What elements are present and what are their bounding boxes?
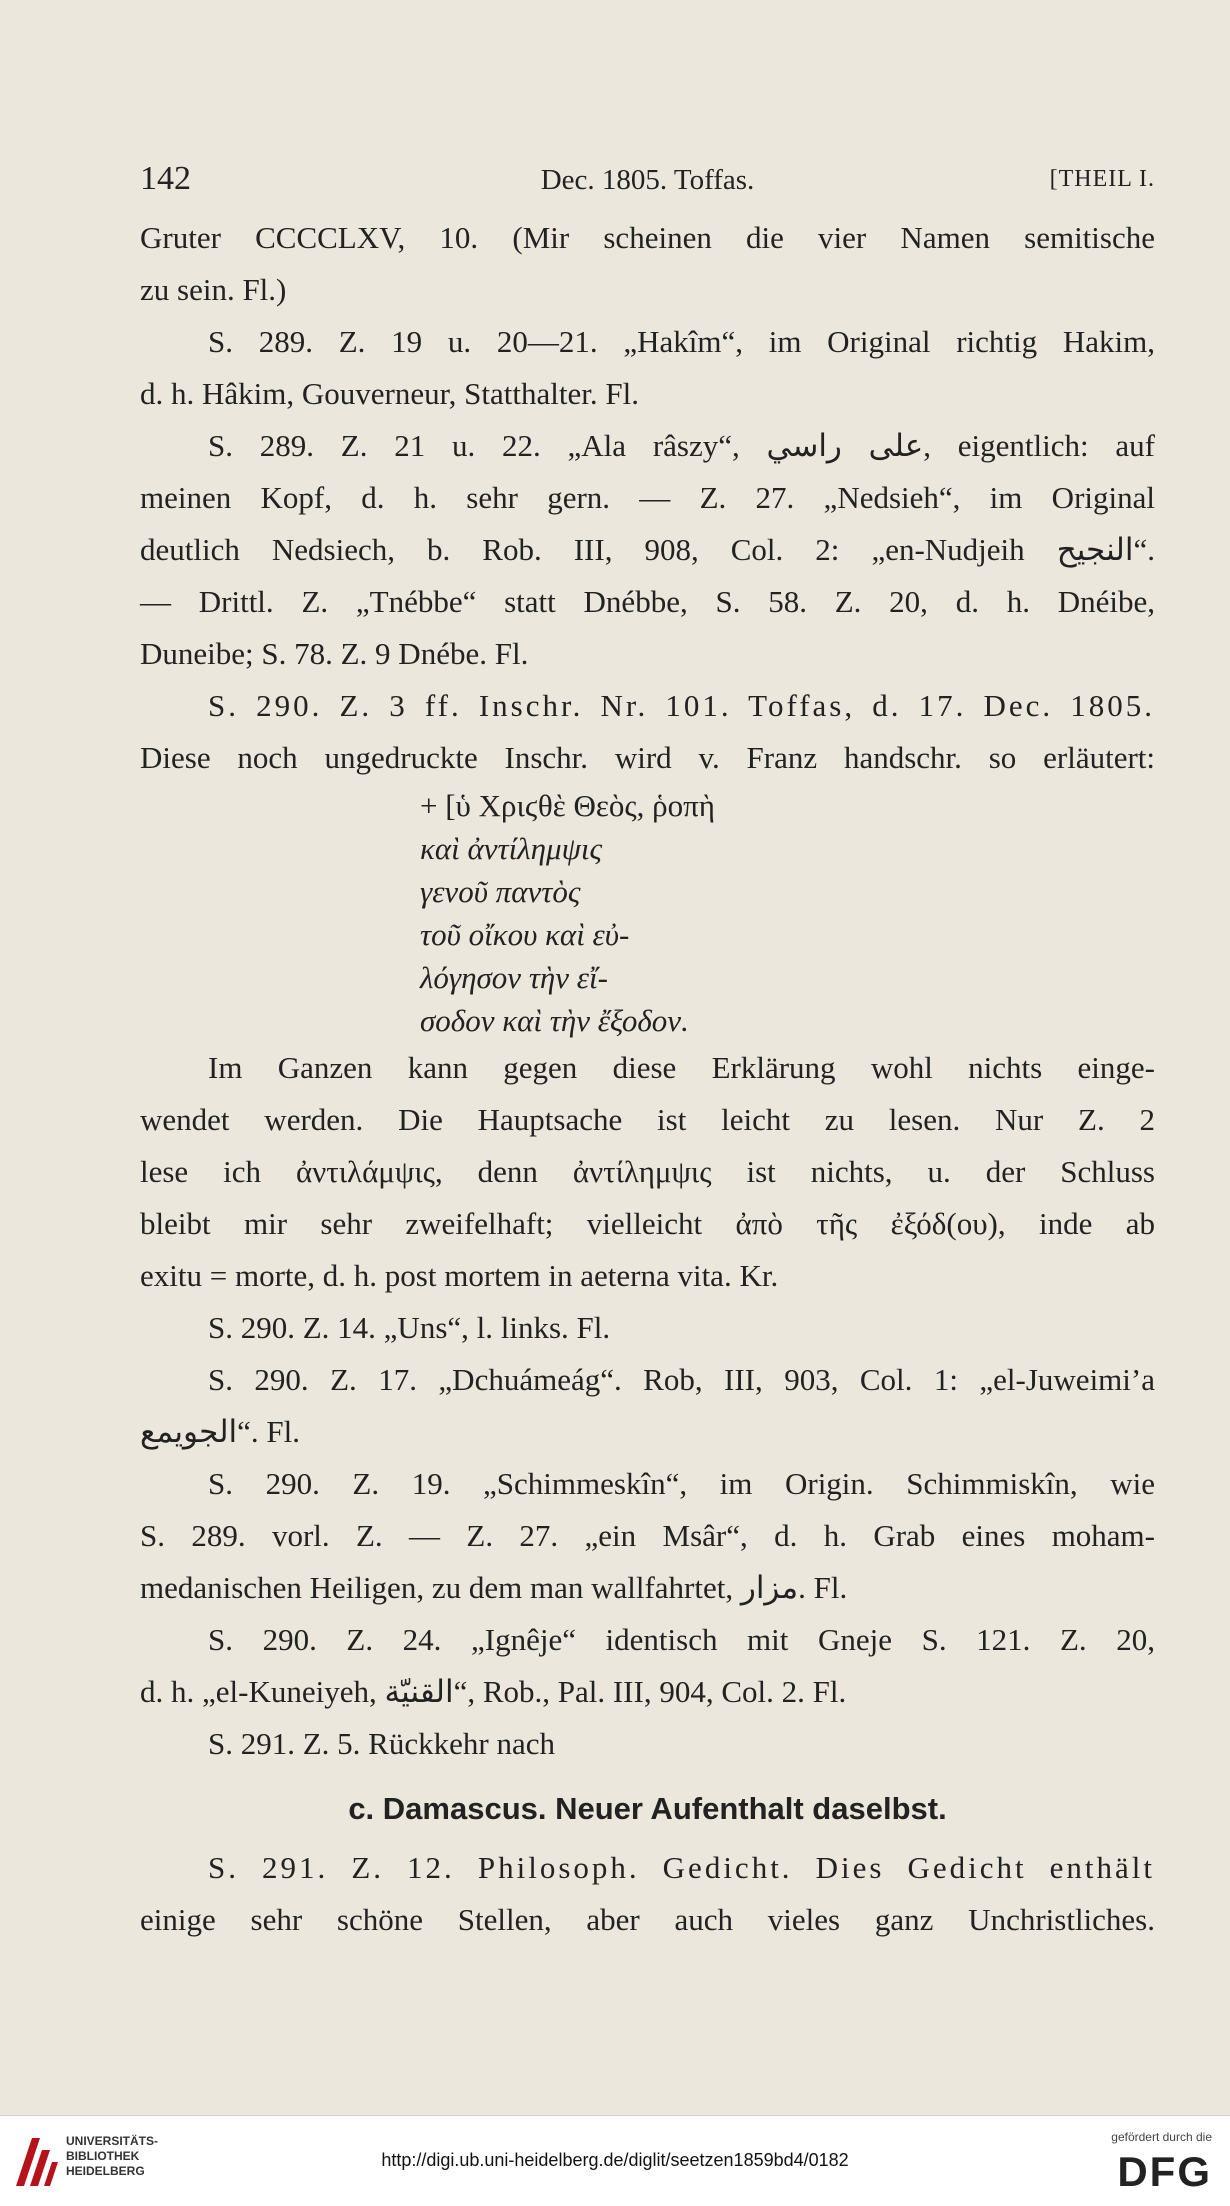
text-line: — Drittl. Z. „Tnébbe“ statt Dnébbe, S. 58. Z. 20, d. h. Dnéibe, xyxy=(140,584,1155,619)
section-marker: [THEIL I. xyxy=(1049,166,1155,192)
text-line: S. 289. Z. 19 u. 20—21. „Hakîm“, im Original richtig Hakim, xyxy=(208,324,1155,359)
text-line: Diese noch ungedruckte Inschr. wird v. Franz handschr. so erläutert: xyxy=(140,740,1155,775)
text-line: zu sein. Fl.) xyxy=(140,272,287,307)
permalink-url[interactable]: http://digi.ub.uni-heidelberg.de/diglit/seetzen1859bd4/0182 xyxy=(381,2150,849,2170)
greek-inscription-line: τοῦ οἴκου καὶ εὐ- xyxy=(420,917,630,952)
text-line: S. 290. Z. 17. „Dchuámeág“. Rob, III, 903, Col. 1: „el-Juweimi’a xyxy=(208,1362,1155,1397)
text-line: d. h. „el-Kuneiyeh, القنيّة“, Rob., Pal. III, 904, Col. 2. Fl. xyxy=(140,1674,847,1709)
text-line: الجويمع“. Fl. xyxy=(140,1414,301,1449)
greek-inscription-line: καὶ ἀντίλημψις xyxy=(420,831,603,866)
funded-by-label: gefördert durch die xyxy=(1111,2130,1212,2144)
running-header xyxy=(140,160,1155,204)
text-line: d. h. Hâkim, Gouverneur, Statthalter. Fl. xyxy=(140,376,639,411)
text-line: S. 289. Z. 21 u. 22. „Ala râszy“, على راسي, eigentlich: auf xyxy=(208,428,1155,463)
text-line: S. 291. Z. 5. Rückkehr nach xyxy=(208,1726,555,1761)
digitization-footer xyxy=(0,2115,1230,2206)
dfg-logo: DFG xyxy=(1117,2148,1212,2195)
library-name: UNIVERSITÄTS- BIBLIOTHEK HEIDELBERG xyxy=(66,2134,159,2178)
greek-inscription-line: + [ὑ Χριϛθὲ Θεὸς, ῥοπὴ xyxy=(420,788,715,823)
greek-inscription-line: σοδον καὶ τὴν ἔξοδον. xyxy=(420,1003,689,1038)
text-line: Duneibe; S. 78. Z. 9 Dnébe. Fl. xyxy=(140,636,529,671)
page-number: 142 xyxy=(140,160,191,197)
text-line: S. 290. Z. 19. „Schimmeskîn“, im Origin. Schimmiskîn, wie xyxy=(208,1466,1155,1501)
text-line: meinen Kopf, d. h. sehr gern. — Z. 27. „Nedsieh“, im Original xyxy=(140,480,1155,515)
text-line: S. 290. Z. 3 ff. Inschr. Nr. 101. Toffas, d. 17. Dec. 1805. xyxy=(208,688,1155,723)
text-line: exitu = morte, d. h. post mortem in aeterna vita. Kr. xyxy=(140,1258,779,1293)
greek-inscription-line: γενοῦ παντὸς xyxy=(420,874,581,909)
text-line: einige sehr schöne Stellen, aber auch vieles ganz Unchristliches. xyxy=(140,1902,1155,1937)
text-line: lese ich ἀντιλάμψις, denn ἀντίλημψις ist nichts, u. der Schluss xyxy=(140,1154,1155,1189)
body-text xyxy=(140,212,1155,1946)
text-line: S. 291. Z. 12. Philosoph. Gedicht. Dies Gedicht enthält xyxy=(208,1850,1155,1885)
text-line: Im Ganzen kann gegen diese Erklärung wohl nichts einge- xyxy=(208,1050,1155,1085)
text-line: S. 290. Z. 24. „Ignêje“ identisch mit Gneje S. 121. Z. 20, xyxy=(208,1622,1155,1657)
text-line: deutlich Nedsiech, b. Rob. III, 908, Col. 2: „en-Nudjeih النجيح“. xyxy=(140,532,1155,567)
text-line: S. 289. vorl. Z. — Z. 27. „ein Msâr“, d. h. Grab eines moham- xyxy=(140,1518,1155,1553)
text-line: Gruter CCCCLXV, 10. (Mir scheinen die vier Namen semitische xyxy=(140,220,1155,255)
text-line: wendet werden. Die Hauptsache ist leicht zu lesen. Nur Z. 2 xyxy=(140,1102,1155,1137)
running-title: Dec. 1805. Toffas. xyxy=(540,164,755,196)
text-line: S. 290. Z. 14. „Uns“, l. links. Fl. xyxy=(208,1310,611,1345)
greek-inscription-line: λόγησον τὴν εἴ- xyxy=(420,960,608,995)
section-heading: c. Damascus. Neuer Aufenthalt daselbst. xyxy=(348,1791,947,1826)
text-line: bleibt mir sehr zweifelhaft; vielleicht ἀπὸ τῆς ἐξόδ(ου), inde ab xyxy=(140,1206,1155,1241)
text-line: medanischen Heiligen, zu dem man wallfahrtet, مزار. Fl. xyxy=(140,1570,848,1605)
